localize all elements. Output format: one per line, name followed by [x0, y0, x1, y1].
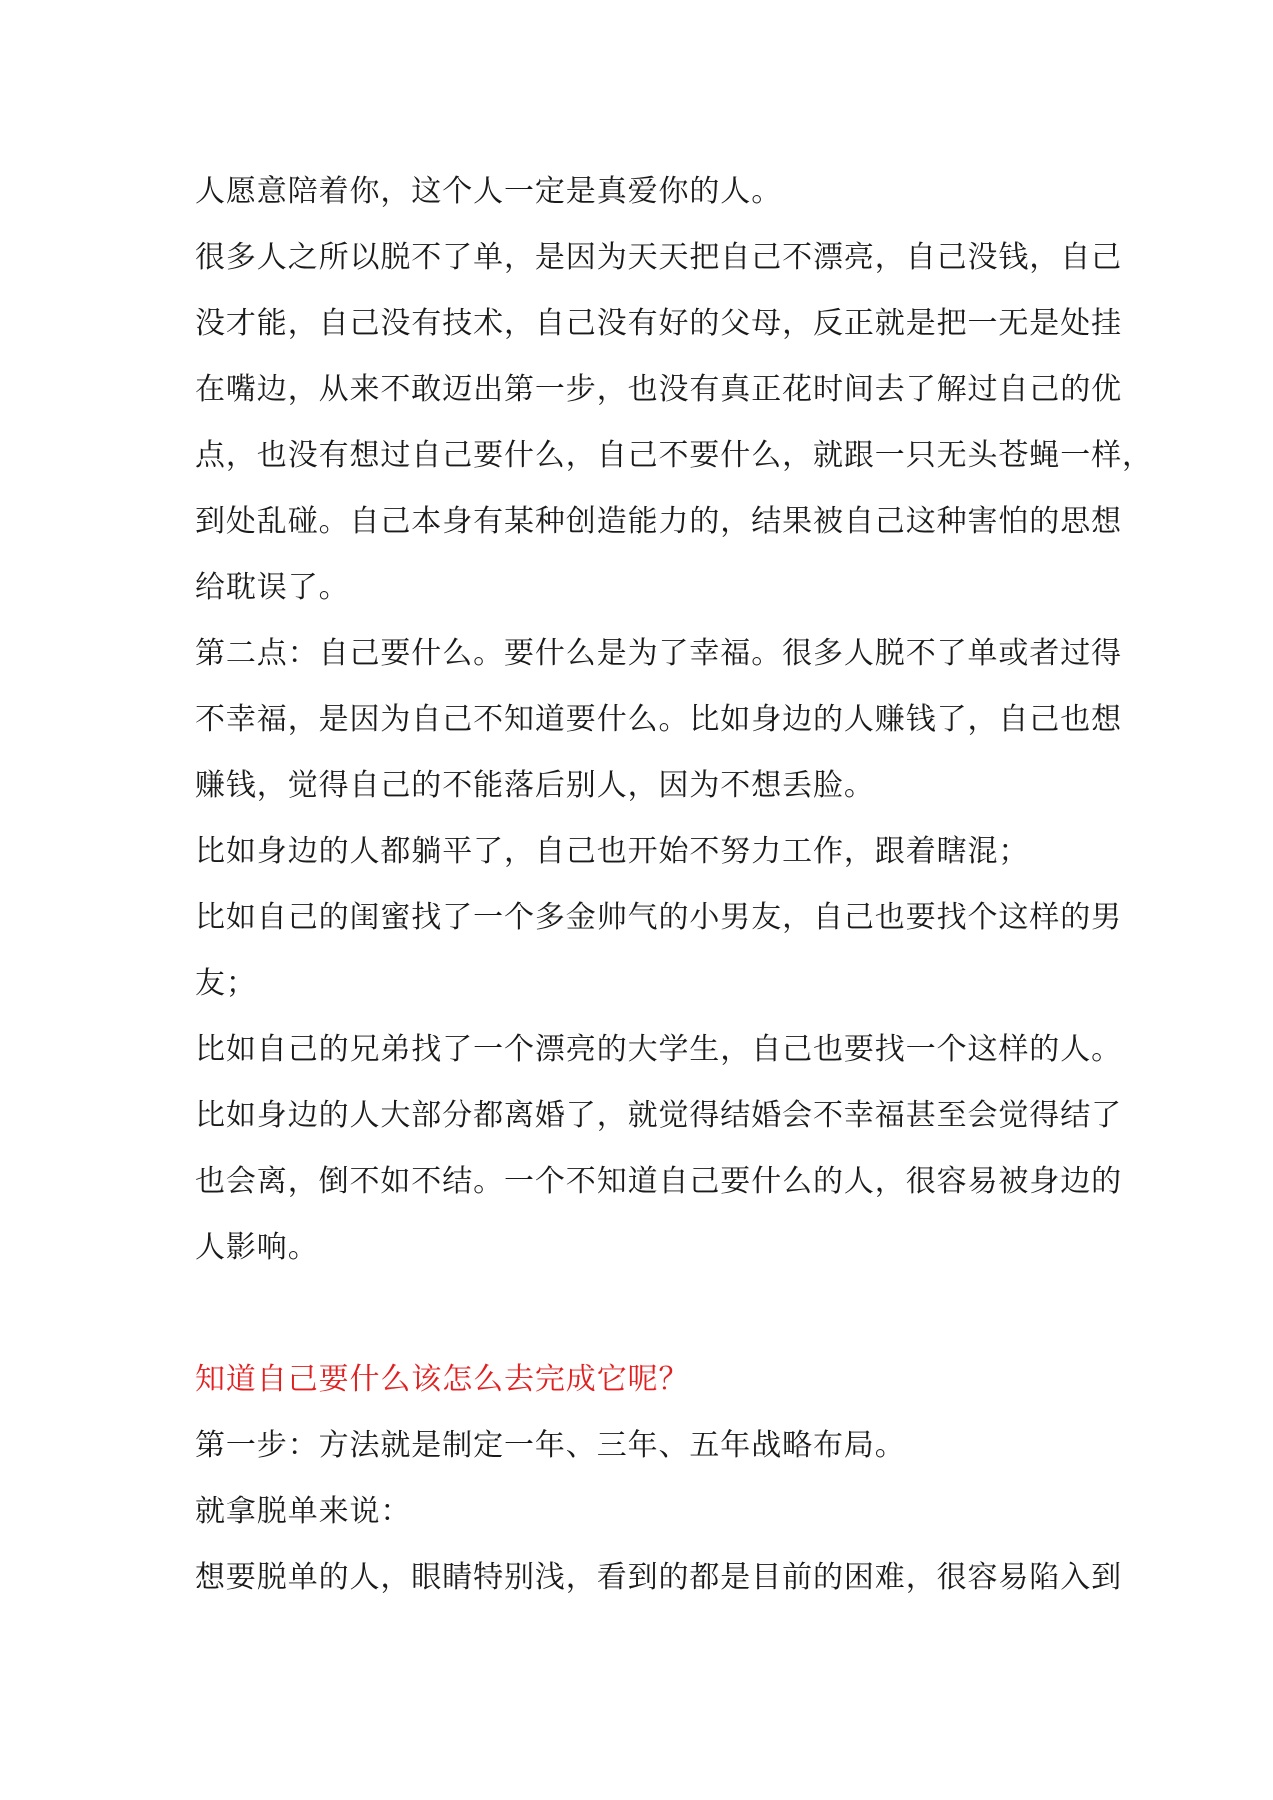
text-line: 想要脱单的人，眼睛特别浅，看到的都是目前的困难，很容易陷入到	[195, 1560, 1122, 1595]
text-line: 点，也没有想过自己要什么，自己不要什么，就跟一只无头苍蝇一样，	[195, 438, 1153, 473]
text-line: 没才能，自己没有技术，自己没有好的父母，反正就是把一无是处挂	[195, 306, 1122, 341]
text-line: 赚钱，觉得自己的不能落后别人，因为不想丢脸。	[195, 768, 875, 803]
text-line: 人愿意陪着你，这个人一定是真爱你的人。	[195, 174, 783, 209]
text-line: 也会离，倒不如不结。一个不知道自己要什么的人，很容易被身边的	[195, 1164, 1122, 1199]
text-line: 比如身边的人大部分都离婚了，就觉得结婚会不幸福甚至会觉得结了	[195, 1098, 1122, 1133]
text-line: 在嘴边，从来不敢迈出第一步，也没有真正花时间去了解过自己的优	[195, 372, 1122, 407]
text-line: 比如自己的兄弟找了一个漂亮的大学生，自己也要找一个这样的人。	[195, 1032, 1122, 1067]
text-line: 就拿脱单来说：	[195, 1494, 412, 1529]
text-line: 比如身边的人都躺平了，自己也开始不努力工作，跟着瞎混；	[195, 834, 1030, 869]
text-line: 人影响。	[195, 1230, 319, 1265]
text-line: 到处乱碰。自己本身有某种创造能力的，结果被自己这种害怕的思想	[195, 504, 1122, 539]
text-line: 很多人之所以脱不了单，是因为天天把自己不漂亮，自己没钱，自己	[195, 240, 1122, 275]
text-line: 比如自己的闺蜜找了一个多金帅气的小男友，自己也要找个这样的男	[195, 900, 1122, 935]
text-line: 不幸福，是因为自己不知道要什么。比如身边的人赚钱了，自己也想	[195, 702, 1122, 737]
section-heading: 知道自己要什么该怎么去完成它呢？	[195, 1362, 690, 1397]
text-line: 给耽误了。	[195, 570, 350, 605]
text-line: 第一步：方法就是制定一年、三年、五年战略布局。	[195, 1428, 906, 1463]
text-line: 第二点：自己要什么。要什么是为了幸福。很多人脱不了单或者过得	[195, 636, 1122, 671]
text-line: 友；	[195, 966, 257, 1001]
